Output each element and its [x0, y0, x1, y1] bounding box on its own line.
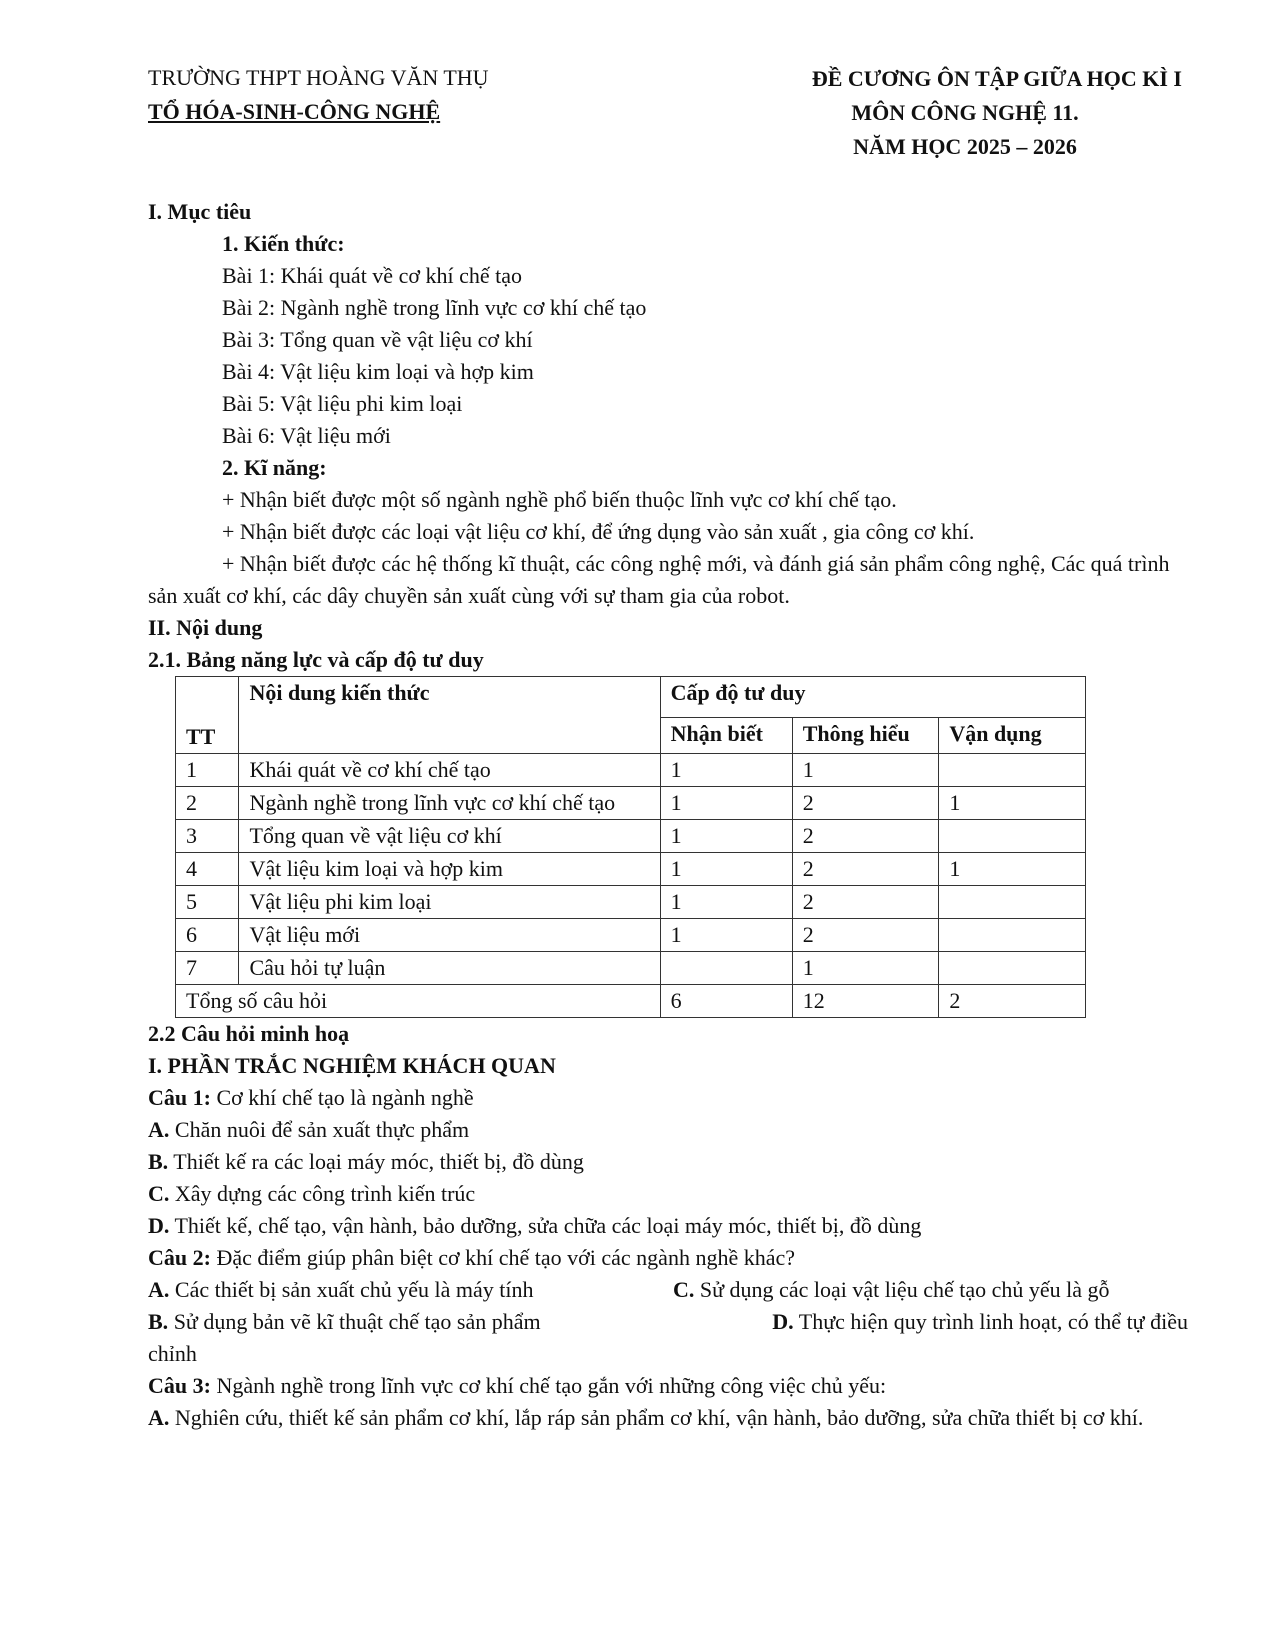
skill-item: + Nhận biết được các hệ thống kĩ thuật, các công nghệ mới, và đánh giá sản phẩm công nghệ, Các quá trình sản xuất cơ khí, các dây chuyền sản xuất cùng với sự tham gia của robot. — [148, 551, 1170, 608]
question-text: Đặc điểm giúp phân biệt cơ khí chế tạo với các ngành nghề khác? — [210, 1245, 796, 1270]
option-text: Xây dựng các công trình kiến trúc — [169, 1181, 476, 1206]
cell-tt: 7 — [176, 952, 239, 985]
cell-vd — [939, 886, 1086, 919]
cell-content: Ngành nghề trong lĩnh vực cơ khí chế tạo — [239, 787, 660, 820]
question-2 — [148, 1242, 1188, 1274]
cell-vd — [939, 952, 1086, 985]
col-header-levels: Cấp độ tư duy — [660, 677, 1085, 718]
cell-content: Vật liệu phi kim loại — [239, 886, 660, 919]
col-header-tt: TT — [176, 677, 239, 754]
col-header-content: Nội dung kiến thức — [239, 677, 660, 754]
cell-th: 2 — [792, 919, 939, 952]
option-label: B. — [148, 1309, 169, 1334]
col-header-thong-hieu: Thông hiểu — [792, 718, 939, 754]
option-text: Thiết kế ra các loại máy móc, thiết bị, đồ dùng — [168, 1149, 584, 1174]
question-3 — [148, 1370, 1188, 1402]
lesson-item: Bài 6: Vật liệu mới — [222, 423, 391, 448]
competency-table — [175, 676, 1086, 1018]
option-text: Sử dụng bản vẽ kĩ thuật chế tạo sản phẩm — [168, 1309, 541, 1334]
cell-content: Vật liệu mới — [239, 919, 660, 952]
option-label: C. — [148, 1181, 170, 1206]
option-b — [148, 1306, 541, 1338]
cell-vd — [939, 754, 1086, 787]
option-b — [148, 1146, 1188, 1178]
option-a — [148, 1402, 1188, 1434]
cell-content: Khái quát về cơ khí chế tạo — [239, 754, 660, 787]
header-right — [740, 62, 1190, 164]
school-name: TRƯỜNG THPT HOÀNG VĂN THỤ — [148, 65, 489, 90]
school-year: NĂM HỌC 2025 – 2026 — [853, 134, 1077, 159]
cell-th: 2 — [792, 886, 939, 919]
cell-content: Vật liệu kim loại và hợp kim — [239, 853, 660, 886]
department-name: TỔ HÓA-SINH-CÔNG NGHỆ — [148, 99, 441, 124]
option-label: C. — [673, 1277, 695, 1302]
objectives-heading: I. Mục tiêu — [148, 199, 252, 224]
table-row — [176, 787, 1086, 820]
option-text: Chăn nuôi để sản xuất thực phẩm — [169, 1117, 470, 1142]
question-1 — [148, 1082, 1188, 1114]
option-c — [148, 1178, 1188, 1210]
cell-tt: 6 — [176, 919, 239, 952]
options-row — [148, 1306, 1188, 1338]
cell-vd: 1 — [939, 853, 1086, 886]
cell-tt: 2 — [176, 787, 239, 820]
option-text: Nghiên cứu, thiết kế sản phẩm cơ khí, lắp ráp sản phẩm cơ khí, vận hành, bảo dưỡng, sửa chữa thiết bị cơ khí. — [169, 1405, 1144, 1430]
mcq-heading: I. PHẦN TRẮC NGHIỆM KHÁCH QUAN — [148, 1053, 556, 1078]
cell-nb: 1 — [660, 754, 792, 787]
cell-tt: 3 — [176, 820, 239, 853]
total-th: 12 — [792, 985, 939, 1018]
option-d-continued: chỉnh — [148, 1341, 197, 1366]
cell-nb: 1 — [660, 919, 792, 952]
col-header-nhan-biet: Nhận biết — [660, 718, 792, 754]
skills-heading: 2. Kĩ năng: — [222, 455, 327, 480]
cell-tt: 5 — [176, 886, 239, 919]
option-label: D. — [148, 1213, 170, 1238]
option-label: A. — [148, 1405, 170, 1430]
table-row — [176, 886, 1086, 919]
option-label: B. — [148, 1149, 169, 1174]
knowledge-heading: 1. Kiến thức: — [222, 231, 345, 256]
table-total-row — [176, 985, 1086, 1018]
cell-vd — [939, 919, 1086, 952]
table-header-row — [176, 677, 1086, 718]
cell-th: 1 — [792, 754, 939, 787]
skill-item: + Nhận biết được một số ngành nghề phổ biến thuộc lĩnh vực cơ khí chế tạo. — [222, 487, 897, 512]
cell-nb: 1 — [660, 787, 792, 820]
option-label: A. — [148, 1277, 170, 1302]
question-label: Câu 3: — [148, 1373, 211, 1398]
header-left — [148, 62, 489, 128]
option-a — [148, 1274, 673, 1306]
cell-tt: 4 — [176, 853, 239, 886]
option-text: Thiết kế, chế tạo, vận hành, bảo dưỡng, sửa chữa các loại máy móc, thiết bị, đồ dùng — [169, 1213, 922, 1238]
total-vd: 2 — [939, 985, 1086, 1018]
total-nb: 6 — [660, 985, 792, 1018]
option-d — [148, 1210, 1188, 1242]
lesson-item: Bài 1: Khái quát về cơ khí chế tạo — [222, 263, 522, 288]
option-d — [772, 1306, 1188, 1338]
table-row — [176, 820, 1086, 853]
cell-nb: 1 — [660, 820, 792, 853]
cell-th: 2 — [792, 787, 939, 820]
total-label: Tổng số câu hỏi — [176, 985, 661, 1018]
cell-content: Tổng quan về vật liệu cơ khí — [239, 820, 660, 853]
subject-title: MÔN CÔNG NGHỆ 11. — [851, 100, 1079, 125]
question-label: Câu 2: — [148, 1245, 211, 1270]
question-text: Cơ khí chế tạo là ngành nghề — [210, 1085, 474, 1110]
cell-th: 1 — [792, 952, 939, 985]
table-row — [176, 853, 1086, 886]
option-label: D. — [772, 1309, 794, 1334]
option-text: Các thiết bị sản xuất chủ yếu là máy tính — [169, 1277, 534, 1302]
option-text: Thực hiện quy trình linh hoạt, có thể tự điều — [793, 1309, 1188, 1334]
cell-nb: 1 — [660, 886, 792, 919]
option-c — [673, 1274, 1110, 1306]
document-title: ĐỀ CƯƠNG ÔN TẬP GIỮA HỌC KÌ I — [811, 66, 1182, 91]
question-text: Ngành nghề trong lĩnh vực cơ khí chế tạo gắn với những công việc chủ yếu: — [210, 1373, 887, 1398]
sample-questions-heading: 2.2 Câu hỏi minh hoạ — [148, 1021, 350, 1046]
document-body — [148, 196, 1188, 1434]
option-label: A. — [148, 1117, 170, 1142]
skill-item: + Nhận biết được các loại vật liệu cơ khí, để ứng dụng vào sản xuất , gia công cơ khí. — [222, 519, 975, 544]
col-header-van-dung: Vận dụng — [939, 718, 1086, 754]
cell-vd — [939, 820, 1086, 853]
cell-th: 2 — [792, 820, 939, 853]
option-a — [148, 1114, 1188, 1146]
cell-tt: 1 — [176, 754, 239, 787]
cell-nb — [660, 952, 792, 985]
cell-content: Câu hỏi tự luận — [239, 952, 660, 985]
lesson-item: Bài 4: Vật liệu kim loại và hợp kim — [222, 359, 534, 384]
table-row — [176, 952, 1086, 985]
option-text: Sử dụng các loại vật liệu chế tạo chủ yếu là gỗ — [694, 1277, 1110, 1302]
options-row — [148, 1274, 1188, 1306]
lesson-item: Bài 2: Ngành nghề trong lĩnh vực cơ khí chế tạo — [222, 295, 647, 320]
table-row — [176, 919, 1086, 952]
cell-vd: 1 — [939, 787, 1086, 820]
lesson-item: Bài 5: Vật liệu phi kim loại — [222, 391, 463, 416]
content-heading: II. Nội dung — [148, 615, 263, 640]
question-label: Câu 1: — [148, 1085, 211, 1110]
cell-nb: 1 — [660, 853, 792, 886]
table-heading: 2.1. Bảng năng lực và cấp độ tư duy — [148, 647, 484, 672]
cell-th: 2 — [792, 853, 939, 886]
lesson-item: Bài 3: Tổng quan về vật liệu cơ khí — [222, 327, 533, 352]
table-row — [176, 754, 1086, 787]
